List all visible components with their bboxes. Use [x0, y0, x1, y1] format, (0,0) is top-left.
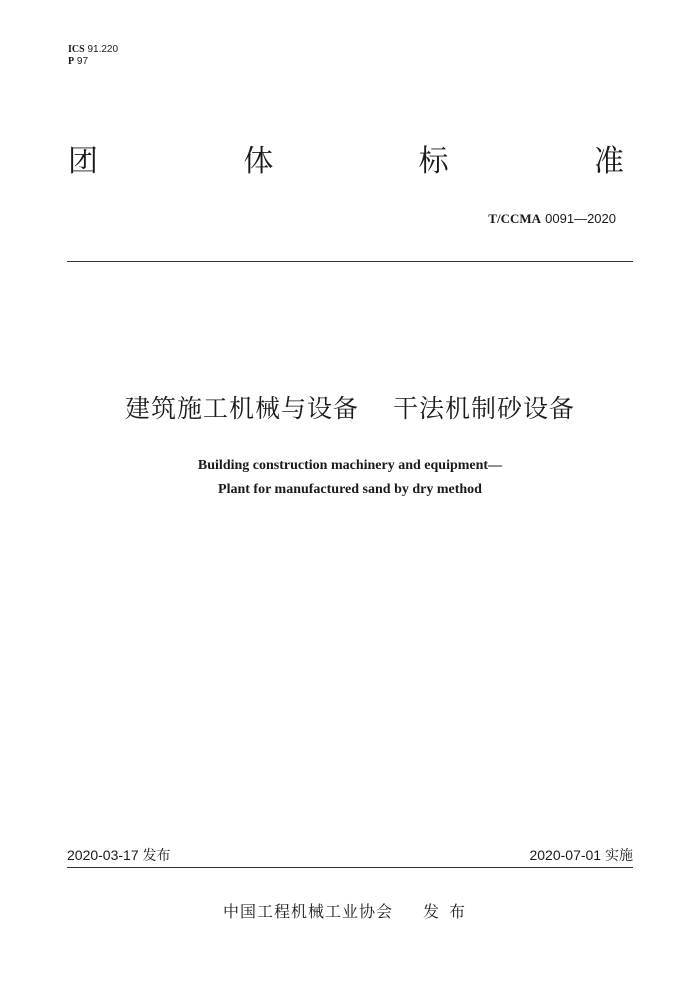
ics-code: [68, 44, 118, 56]
chinese-title-part1: 建筑施工机械与设备: [124, 394, 359, 423]
doc-type-char: 标: [418, 144, 449, 179]
issue-date-label: 发布: [142, 848, 171, 864]
publisher-action: 发布: [423, 902, 476, 921]
standard-number: [488, 211, 616, 228]
doc-type-char: 准: [593, 144, 624, 179]
ics-label: ICS: [68, 44, 85, 55]
ccs-label: P: [68, 56, 75, 67]
publisher-line: [223, 901, 475, 923]
top-divider: [67, 261, 633, 262]
issue-date-value: 2020-03-17: [67, 847, 139, 863]
implementation-date: [529, 846, 633, 865]
implementation-date-value: 2020-07-01: [529, 847, 602, 863]
chinese-title: [0, 392, 700, 426]
document-type-heading: [68, 142, 624, 182]
standard-number-value: 0091—2020: [545, 211, 616, 226]
standard-number-prefix: T/CCMA: [488, 211, 542, 226]
english-title-line1: Building construction machinery and equipment—: [197, 458, 503, 473]
implementation-date-label: 实施: [605, 848, 633, 864]
english-title-line2: Plant for manufactured sand by dry method: [218, 482, 482, 497]
ccs-value: 97: [76, 56, 89, 67]
issue-date: [67, 846, 171, 865]
bottom-divider: [67, 867, 633, 868]
classification-codes: [68, 44, 118, 68]
publisher-organization: 中国工程机械工业协会: [223, 902, 394, 921]
doc-type-char: 团: [68, 144, 98, 179]
ccs-code: [68, 56, 118, 68]
doc-type-char: 体: [243, 144, 274, 179]
ics-value: 91.220: [87, 44, 119, 55]
chinese-title-part2: 干法机制砂设备: [393, 394, 576, 423]
